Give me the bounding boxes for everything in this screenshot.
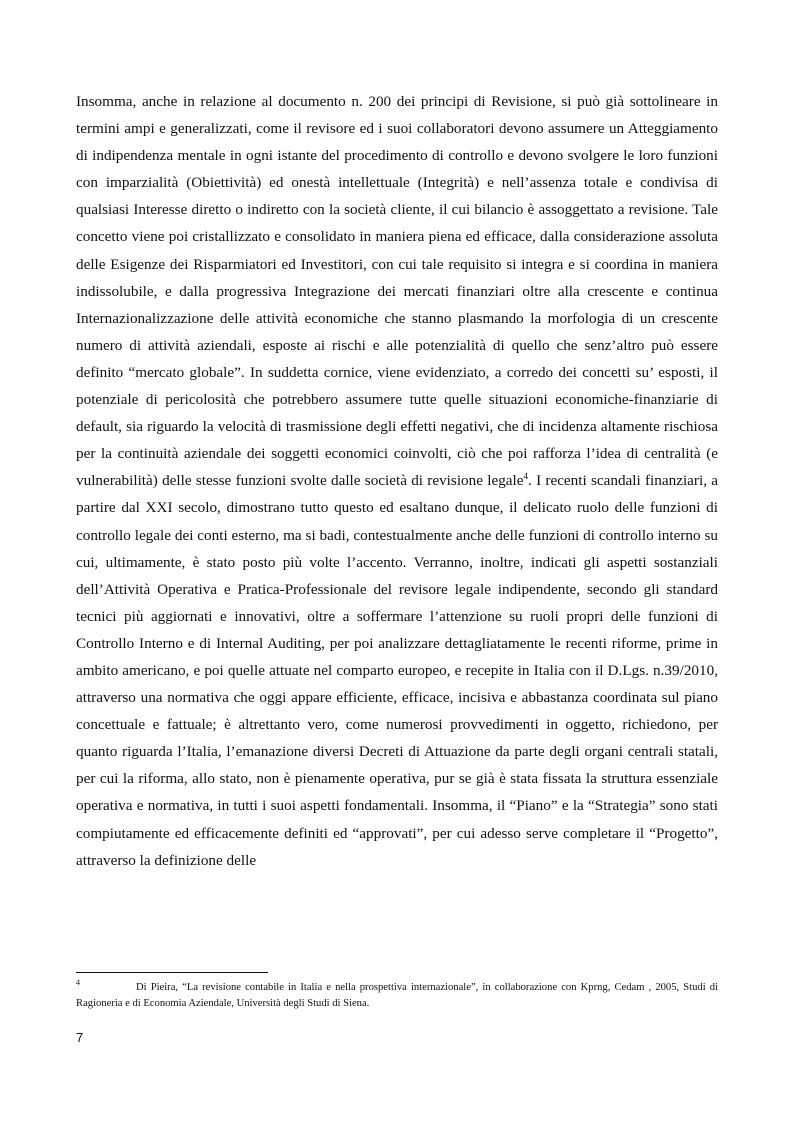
- footnote-separator: [76, 972, 268, 973]
- body-text-part-2: . I recenti scandali finanziari, a partire dal XXI secolo, dimostrano tutto questo ed esaltano dunque, il delicato ruolo delle funzioni di controllo legale dei conti esterno, ma si badi, contestualmente anche delle funzioni di controllo interno su cui, ultimamente, è stato posto più volte l’accento. Verranno, inoltre, indicati gli aspetti sostanziali dell’Attività Operativa e Pratica-Professionale del revisore legale indipendente, secondo gli standard tecnici più aggiornati e innovativi, oltre a soffermare l’attenzione su ruoli propri delle funzioni di Controllo Interno e di Internal Auditing, per poi analizzare dettagliatamente le recenti riforme, prime in ambito americano, e poi quelle attuate nel comparto europeo, e recepite in Italia con il D.Lgs. n.39/2010, attraverso una normativa che oggi appare efficiente, efficace, incisiva e abbastanza coordinata sul piano concettuale e fattuale; è altrettanto vero, come numerosi provvedimenti in oggetto, richiedono, per quanto riguarda l’Italia, l’emanazione diversi Decreti di Attuazione da parte degli organi centrali statali, per cui la riforma, allo stato, non è pienamente operativa, pur se già è stata fissata la struttura essenziale operativa e normativa, in tutti i suoi aspetti fondamentali. Insomma, il “Piano” e la “Strategia” sono stati compiutamente ed efficacemente definiti ed “approvati”, per cui adesso serve completare il “Progetto”, attraverso la definizione delle: [76, 472, 718, 869]
- body-text-part-1: Insomma, anche in relazione al documento n. 200 dei principi di Revisione, si può già sottolineare in termini ampi e generalizzati, come il revisore ed i suoi collaboratori devono assumere un Atteggiamento di indipendenza mentale in ogni istante del procedimento di controllo e devono svolgere le loro funzioni con imparzialità (Obiettività) ed onestà intellettuale (Integrità) e nell’assenza totale e condivisa di qualsiasi Interesse diretto o indiretto con la società cliente, il cui bilancio è assoggettato a revisione. Tale concetto viene poi cristallizzato e consolidato in maniera piena ed efficace, dalla considerazione assoluta delle Esigenze dei Risparmiatori ed Investitori, con cui tale requisito si integra e si coordina in maniera indissolubile, e dalla progressiva Integrazione dei mercati finanziari oltre alla crescente e continua Internazionalizzazione delle attività economiche che stanno plasmando la morfologia di un crescente numero di attività aziendali, esposte ai rischi e alle potenzialità di quello che senz’altro può essere definito “mercato globale”. In suddetta cornice, viene evidenziato, a corredo dei concetti su’ esposti, il potenziale di pericolosità che potrebbero assumere tutte quelle situazioni economiche-finanziarie di default, sia riguardo la velocità di trasmissione degli effetti negativi, che di incidenza altamente rischiosa per la continuità aziendale dei soggetti economici coinvolti, ciò che poi rafforza l’idea di centralità (e vulnerabilità) delle stesse funzioni svolte dalle società di revisione legale: [76, 93, 718, 490]
- footnote-reference[interactable]: 4: [523, 471, 528, 482]
- body-paragraph: [76, 88, 718, 874]
- footnote-number: 4: [76, 978, 80, 988]
- footnote: [76, 980, 718, 1012]
- footnote-text: Di Pieira, “La revisione contabile in Italia e nella prospettiva internazionale”, in collaborazione con Kprng, Cedam , 2005, Studi di Ragioneria e di Economia Aziendale, Università degli Studi di Siena.: [76, 982, 718, 1009]
- page-number: 7: [76, 1030, 84, 1045]
